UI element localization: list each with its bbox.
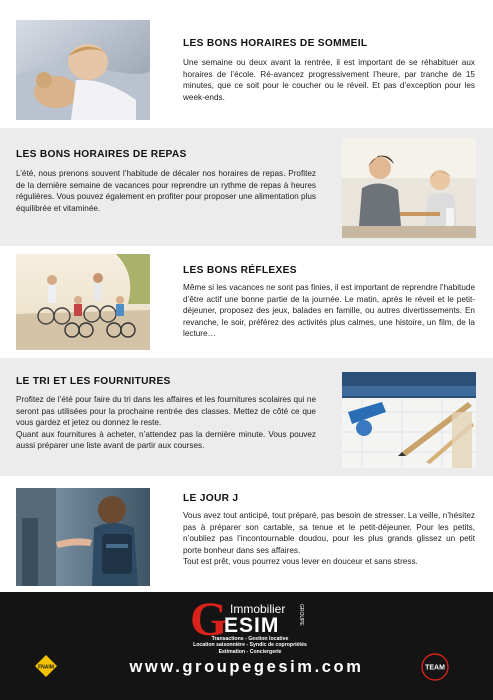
service-line: Estimation - Conciergerie: [218, 648, 282, 655]
section-title: LES BONS HORAIRES DE SOMMEIL: [183, 38, 368, 49]
section-text: Même si les vacances ne sont pas finies, il est important de reprendre l’habitude d’être actif une bonne partie de la journée. Le matin, après le réveil et le petit-déjeuner, proposez des jeux, balades en famille, ou autres divertissements. En revanche, le soir, préférez des activités plus calmes, une histoire, un film, de la lecture…: [183, 283, 475, 339]
section-text: [183, 510, 475, 568]
fnaim-label: FNAIM: [38, 664, 54, 671]
section-title: LE TRI ET LES FOURNITURES: [16, 376, 171, 387]
section-paragraph: Tout est prêt, vous pourrez vous lever en douceur et sans stress.: [183, 557, 418, 567]
service-line: Transactions - Gestion locative: [211, 636, 289, 642]
photo-sleeping-child: [16, 20, 150, 120]
photo-child-schoolbag: [16, 488, 150, 586]
section-paragraph: Profitez de l’été pour faire du tri dans les affaires et les fournitures scolaires qui ne seront pas utilisées pour la prochaine rentrée des classes. Mettez de côté ce que vous gardez et jetez ou donnez le reste.: [16, 395, 316, 428]
logo-g-letter: G: [190, 593, 228, 646]
team-logo-icon: [420, 652, 450, 682]
photo-school-supplies: [342, 372, 476, 468]
section-text: L’été, nous prenons souvent l’habitude de décaler nos horaires de repas. Profitez de la dernière semaine de vacances pour reprendre un rythme de repas à heures régulières. Vous pouvez également en profiter pour proposer une alimentation plus équilibrée et vitaminée.: [16, 169, 316, 213]
section-text: [16, 394, 316, 452]
section-sommeil: [0, 0, 493, 128]
photo-family-meal: [342, 138, 476, 238]
logo-immobilier: Immobilier: [230, 602, 286, 616]
website-link[interactable]: www.groupegesim.com: [129, 658, 364, 676]
photo-family-cycling: [16, 254, 150, 350]
logo-esim: ESIM: [224, 614, 280, 637]
fnaim-logo-icon: [34, 654, 58, 678]
section-title: LE JOUR J: [183, 493, 239, 504]
section-title: LES BONS RÉFLEXES: [183, 265, 297, 276]
team-label: TEAM: [425, 664, 445, 672]
footer: [0, 592, 493, 700]
section-paragraph: Quant aux fournitures à acheter, n’attendez pas la dernière minute. Vous pouvez aussi préparer une liste avant de partir aux courses.: [16, 429, 316, 451]
section-reflexes: [0, 246, 493, 358]
logo-groupe: GROUPE: [298, 604, 304, 626]
section-repas: [0, 128, 493, 246]
section-jour-j: [0, 476, 493, 592]
services-list: [170, 636, 330, 655]
section-text: Une semaine ou deux avant la rentrée, il est important de se réhabituer aux horaires de l’école. Ré-avancez progressivement l’heure, par tranche de 15 minutes, que ce soit pour le coucher ou le réveil. Et pas d’exception pour les week-ends.: [183, 58, 475, 102]
service-line: Location saisonnière - Syndic de copropriétés: [193, 642, 307, 649]
section-fournitures: [0, 358, 493, 476]
section-title: LES BONS HORAIRES DE REPAS: [16, 149, 187, 160]
section-paragraph: Vous avez tout anticipé, tout préparé, pas besoin de stresser. La veille, n’hésitez pas à préparer son cartable, sa tenue et le petit-déjeuner. Pour les petits, n’oubliez pas l’incontournable doudou, pour les plus grands glissez un petit porte bonheur dans ses affaires.: [183, 511, 475, 555]
